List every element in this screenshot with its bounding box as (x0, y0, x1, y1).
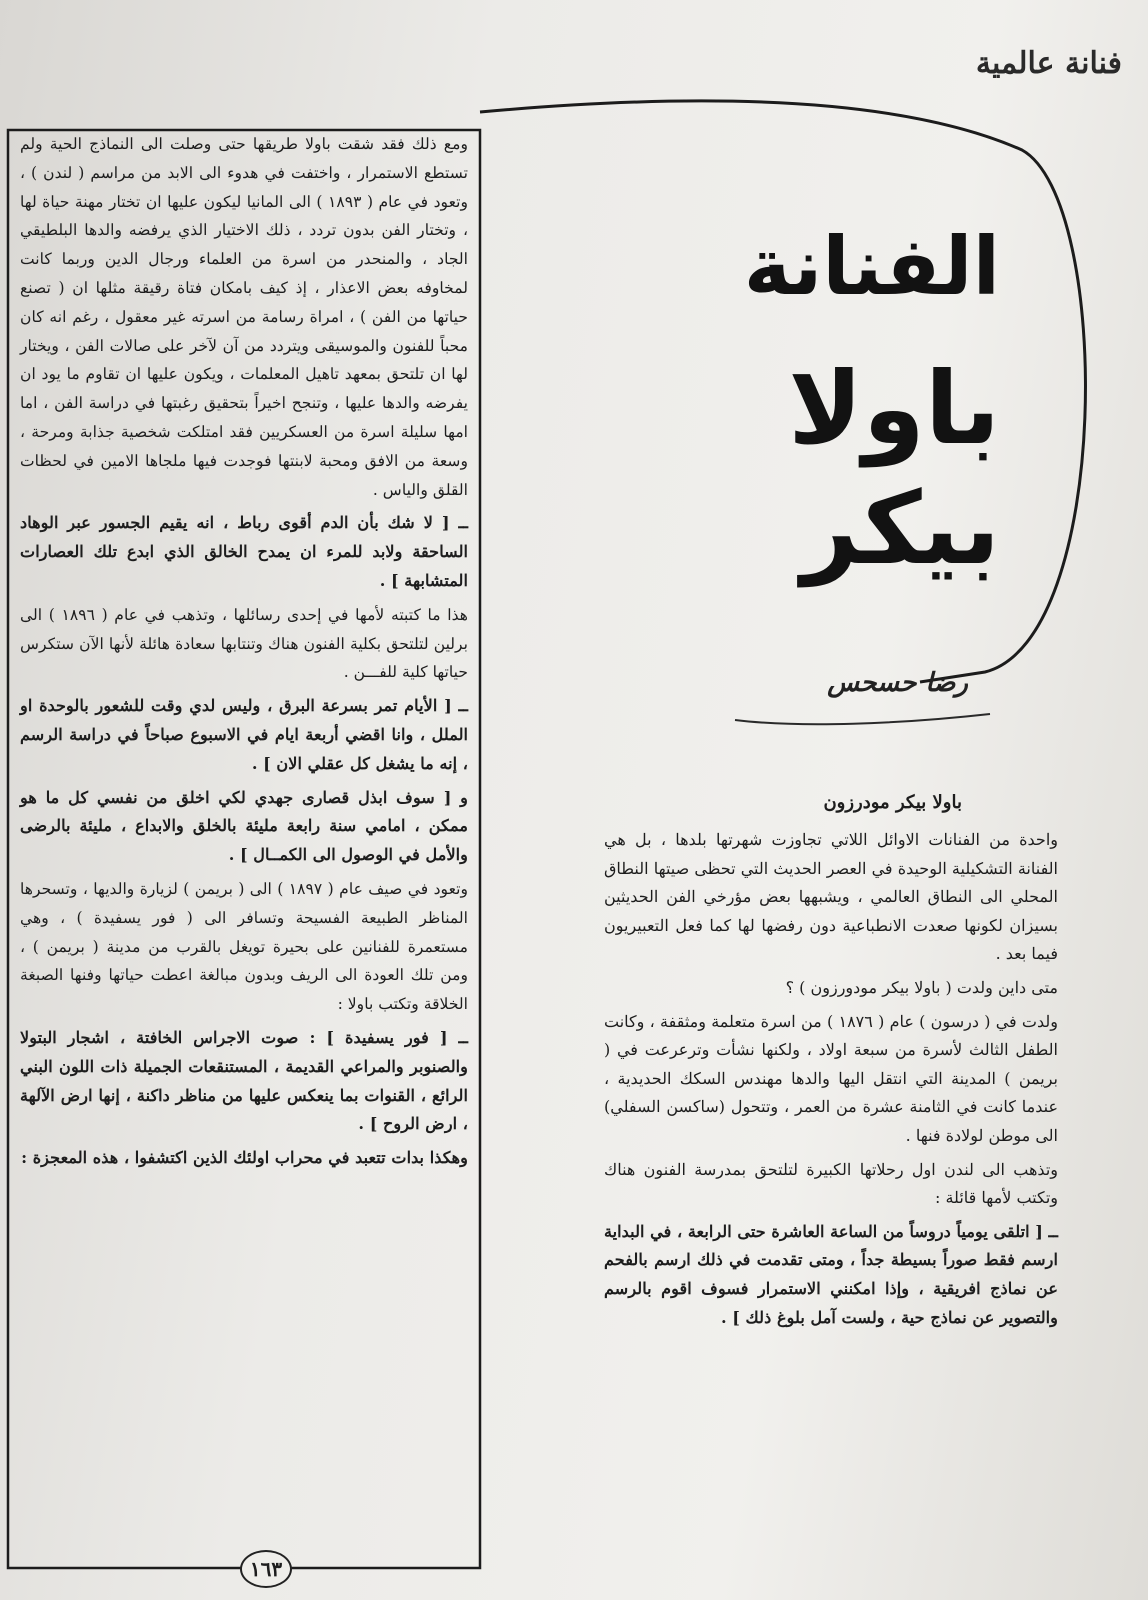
article-subtitle: باولا بيكر مودرزون (823, 792, 962, 813)
title-line-1: الفنانة (743, 220, 1000, 313)
page-number: ١٦٣ (240, 1550, 292, 1588)
right-quote: ــ [ اتلقى يومياً دروساً من الساعة العاشرة حتى الرابعة ، في البداية ارسم فقط صوراً بسيطة جداً ، ومتى تقدمت في ذلك ارسم بالفحم عن نماذج افريقية ، وإذا امكنني الاستمرار فسوف اقوم بالرسم والتصوير عن نماذج حية ، ولست آمل بلوغ ذلك ] . (604, 1221, 1058, 1327)
right-paragraph-2: ولدت في ( درسون ) عام ( ١٨٧٦ ) من اسرة متعلمة ومثقفة ، وكانت الطفل الثالث لأسرة من سبعة اولاد ، ولكنها نشأت وترعرعت في ( بريمن ) المدينة التي انتقل اليها والدها مهندس السكك الحديدية ، عندما كانت في الثامنة عشرة من العمر ، وتتحول (ساكسن السفلي) الى موطن لولادة فنها . (604, 1011, 1058, 1145)
left-paragraph-3: وتعود في صيف عام ( ١٨٩٧ ) الى ( بريمن ) لزيارة والديها ، وتسحرها المناظر الطبيعة الفسيحة وتسافر الى ( فور يسفيدة ) ، وهي مستعمرة للفنانين على بحيرة تويغل بالقرب من مدينة ( بريمن ) ، ومن تلك العودة الى الريف وبدون مبالغة اعطت حياتها وفنها الصبغة الخلاقة وتكتب باولا : (20, 879, 468, 1014)
left-quote-2: ــ [ الأيام تمر بسرعة البرق ، وليس لدي وقت للشعور بالوحدة او الملل ، وانا اقضي أربعة ايام في الاسبوع صباحاً في دراسة الرسم ، إنه ما يشغل كل عقلي الان ] . (20, 696, 468, 773)
title-line-2: باولا (788, 350, 1000, 467)
left-paragraph-1: ومع ذلك فقد شقت باولا طريقها حتى وصلت الى النماذج الحية ولم تستطع الاستمرار ، واختفت في هدوء الى الابد من مراسم ( لندن ) ، وتعود في عام ( ١٨٩٣ ) الى المانيا ليكون عليها ان تختار مهنة حياة لها ، وتختار الفن بدون تردد ، ذلك الاختيار الذي يرفضه والدها البلطيقي الجاد ، والمنحدر من اسرة من العلماء ورجال الدين وربما كانت لمخاوفه بعض الاعذار ، إذ كيف بامكان فتاة رقيقة مثلها ان ( تصنع حياتها من الفن ) ، امراة رسامة من اسرته غير معقول ، رغم انه كان محباً للفنون والموسيقى ويتردد من آن لآخر على صالات الفن ، ويختار لها ان تلتحق بمعهد تاهيل المعلمات ، ويكون عليها ان تقاوم ما يود ان يفرضه والدها عليها ، وتنجح اخيراً بتحقيق رغبتها في دراسة الفن ، اما امها سليلة اسرة من العسكريين فقد امتلكت شخصية جذابة ومرحة ، وسعة من الافق ومحبة لابنتها فوجدت فيها ملجاها الامين في لحظات القلق والياس . (20, 135, 468, 499)
title-line-3: بيكر (801, 470, 1000, 587)
right-column (604, 826, 1058, 1337)
left-paragraph-4: وهكذا بدات تتعبد في محراب اولئك الذين اكتشفوا ، هذه المعجزة : (21, 1148, 468, 1168)
left-paragraph-2: هذا ما كتبته لأمها في إحدى رسائلها ، وتذهب في عام ( ١٨٩٦ ) الى برلين لتلتحق بكلية الفنون هناك وتنتابها سعادة هائلة لأنها الآن ستكرس حياتها كلية للفـــن . (20, 605, 468, 682)
right-question: متى داين ولدت ( باولا بيكر مودورزون ) ؟ (785, 977, 1058, 997)
left-quote-4: ــ [ فور يسفيدة ] : صوت الاجراس الخافتة ، اشجار البتولا والصنوبر والمراعي القديمة ، المستنقعات الجميلة ذات اللون البني الرائع ، القنوات بما ينعكس عليها من مناظر داكنة ، إنها ارض الآلهة ، ارض الروح ] . (20, 1027, 468, 1134)
section-header: فنانة عالمية (975, 46, 1122, 81)
left-quote-1: ــ [ لا شك بأن الدم أقوى رباط ، انه يقيم الجسور عبر الوهاد الساحقة ولابد للمرء ان يمدح الخالق الذي ابدع تلك العصارات المتشابهة ] . (20, 513, 468, 590)
right-paragraph-3: وتذهب الى لندن اول رحلاتها الكبيرة لتلتحق بمدرسة الفنون هناك وتكتب لأمها قائلة : (604, 1159, 1058, 1208)
article-title (590, 220, 1010, 600)
left-quote-3: و [ سوف ابذل قصارى جهدي لكي اخلق من نفسي كل ما هو ممكن ، امامي سنة رابعة مليئة بالخلق والابداع ، مليئة بالرضى والأمل في الوصول الى الكمــال ] . (20, 787, 468, 865)
author-byline: رضا حسحس (827, 668, 968, 698)
left-column (20, 130, 468, 1178)
right-paragraph-1: واحدة من الفنانات الاوائل اللاتي تجاوزت شهرتها بلدها ، بل هي الفنانة التشكيلية الوحيدة في العصر الحديث التي تحظى صيتها النطاق المحلي الى النطاق العالمي ، ويشبهها بعض مؤرخي الفن الحديثين بسيزان لكونها صعدت الانطباعية دون رفضها لها كما فعل التعبيريون فيما بعد . (604, 830, 1059, 964)
